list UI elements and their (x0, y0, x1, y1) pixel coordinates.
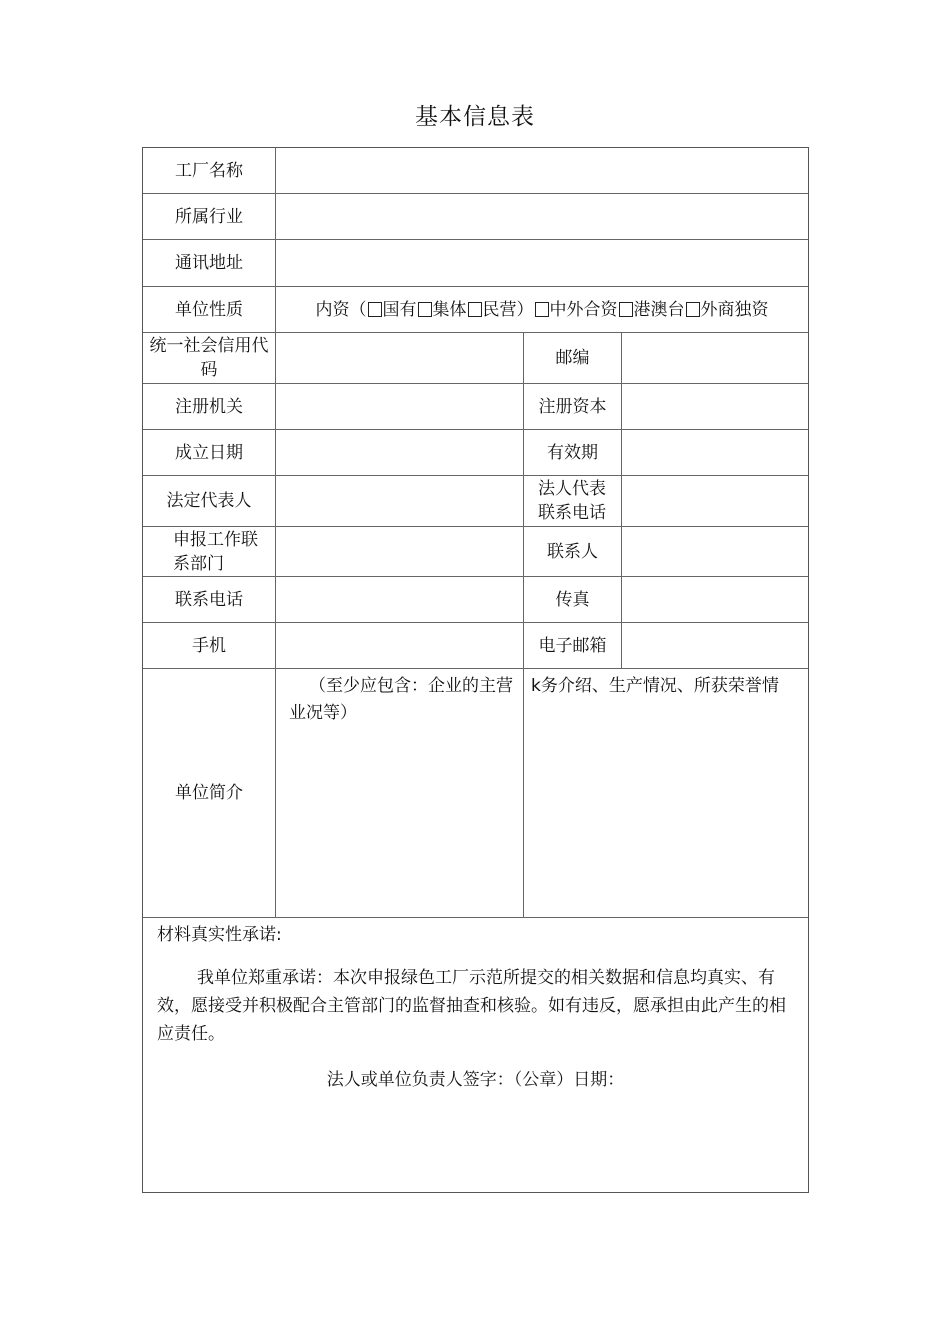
intro-hint-right[interactable]: k务介绍、生产情况、所获荣誉情 (531, 676, 779, 696)
factory-name-field[interactable] (276, 148, 808, 193)
label-legal-rep: 法定代表人 (166, 491, 252, 511)
label-phone: 联系电话 (175, 589, 243, 610)
signature-line: 法人或单位负责人签字：（公章）日期： (326, 1070, 625, 1090)
contact-dept-field[interactable] (276, 527, 523, 576)
pledge-body: 我单位郑重承诺：本次申报绿色工厂示范所提交的相关数据和信息均真实、有效，愿接受并积极配合主管部门的监督抽查和核验。如有违反，愿承担由此产生的相应责任。 (157, 968, 786, 1044)
reg-capital-field[interactable] (622, 384, 808, 429)
nature-options (276, 287, 808, 332)
label-est-date: 成立日期 (175, 442, 243, 463)
checkbox-state[interactable] (368, 302, 382, 317)
nature-prefix: 内资（ (315, 299, 367, 320)
contact-person-field[interactable] (622, 527, 808, 576)
address-field[interactable] (276, 240, 808, 286)
phone-field[interactable] (276, 577, 523, 622)
label-legal-phone: 法人代表联系电话 (538, 479, 606, 523)
postcode-field[interactable] (622, 333, 808, 383)
basic-info-form (142, 147, 809, 1193)
est-date-field[interactable] (276, 430, 523, 475)
checkbox-collective[interactable] (418, 302, 432, 317)
validity-field[interactable] (622, 430, 808, 475)
option-private: 民营） (482, 299, 534, 320)
option-state: 国有 (382, 299, 417, 320)
option-foreign: 外商独资 (700, 299, 769, 320)
option-collective: 集体 (432, 299, 467, 320)
pledge-heading: 材料真实性承诺: (157, 925, 282, 945)
label-industry: 所属行业 (175, 206, 243, 227)
label-validity: 有效期 (547, 442, 598, 463)
legal-rep-field[interactable] (276, 476, 523, 526)
legal-phone-field[interactable] (622, 476, 808, 526)
reg-authority-field[interactable] (276, 384, 523, 429)
label-postcode: 邮编 (555, 348, 590, 368)
label-reg-capital: 注册资本 (538, 396, 607, 417)
credit-code-field[interactable] (276, 333, 523, 383)
email-field[interactable] (622, 623, 808, 668)
checkbox-foreign[interactable] (686, 302, 700, 317)
label-mobile: 手机 (192, 635, 226, 656)
label-address: 通讯地址 (175, 253, 243, 273)
checkbox-hmt[interactable] (619, 302, 633, 317)
label-fax: 传真 (555, 589, 590, 610)
label-contact-person: 联系人 (547, 541, 598, 562)
label-intro: 单位简介 (175, 783, 243, 803)
fax-field[interactable] (622, 577, 808, 622)
label-email: 电子邮箱 (538, 635, 607, 656)
intro-hint-left[interactable]: （至少应包含：企业的主营业况等） (289, 676, 513, 723)
industry-field[interactable] (276, 194, 808, 239)
checkbox-jv[interactable] (535, 302, 549, 317)
mobile-field[interactable] (276, 623, 523, 668)
page-title: 基本信息表 (415, 104, 535, 130)
label-reg-authority: 注册机关 (175, 396, 243, 417)
label-contact-dept: 申报工作联系部门 (173, 529, 258, 574)
checkbox-private[interactable] (468, 302, 482, 317)
option-hmt: 港澳台 (633, 299, 685, 320)
option-jv: 中外合资 (549, 299, 618, 320)
label-credit-code: 统一社会信用代码 (149, 336, 269, 380)
label-nature: 单位性质 (175, 299, 243, 320)
label-factory-name: 工厂名称 (175, 160, 243, 181)
